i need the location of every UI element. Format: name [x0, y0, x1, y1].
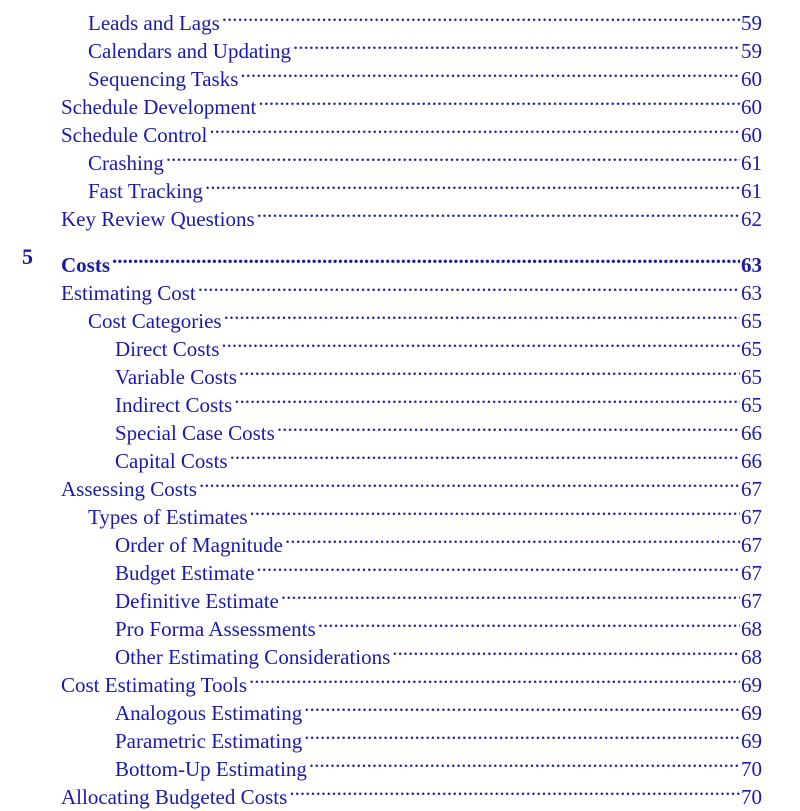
toc-entry-page: 61 [741, 151, 762, 175]
toc-entry-analogous-estimating[interactable] [115, 692, 762, 725]
leader-dots [239, 356, 740, 384]
leader-dots [309, 748, 740, 776]
toc-entry-page: 67 [741, 477, 762, 501]
toc-entry-schedule-control[interactable] [61, 114, 762, 147]
toc-chapter-costs[interactable] [61, 244, 762, 277]
toc-entry-label: Key Review Questions [61, 207, 255, 231]
toc-entry-other-estimating-considerations[interactable] [115, 636, 762, 669]
toc-entry-estimating-cost[interactable] [61, 272, 762, 305]
toc-entry-page: 69 [741, 673, 762, 697]
toc-entry-label: Variable Costs [115, 365, 237, 389]
toc-entry-calendars-and-updating[interactable] [88, 30, 762, 63]
toc-entry-page: 63 [741, 253, 762, 277]
toc-entry-page: 66 [741, 421, 762, 445]
toc-entry-order-of-magnitude[interactable] [115, 524, 762, 557]
toc-entry-label: Schedule Development [61, 95, 257, 119]
toc-entry-label: Estimating Cost [61, 281, 196, 305]
leader-dots [198, 272, 740, 300]
toc-entry-label: Parametric Estimating [115, 729, 303, 753]
toc-entry-page: 69 [741, 729, 762, 753]
toc-entry-page: 60 [741, 123, 762, 147]
leader-dots [230, 440, 740, 468]
chapter-number: 5 [22, 244, 33, 269]
toc-entry-page: 68 [741, 645, 762, 669]
leader-dots [224, 300, 740, 328]
toc-entry-label: Assessing Costs [61, 477, 197, 501]
toc-entry-schedule-development[interactable] [61, 86, 762, 119]
toc-entry-page: 68 [741, 617, 762, 641]
toc-entry-label: Capital Costs [115, 449, 228, 473]
leader-dots [318, 608, 740, 636]
toc-entry-cost-categories[interactable] [88, 300, 762, 333]
leader-dots [221, 328, 740, 356]
toc-entry-key-review-questions[interactable] [61, 198, 762, 231]
toc-entry-page: 69 [741, 701, 762, 725]
leader-dots [205, 170, 740, 198]
toc-entry-label: Leads and Lags [88, 11, 220, 35]
toc-entry-label: Calendars and Updating [88, 39, 291, 63]
toc-entry-special-case-costs[interactable] [115, 412, 762, 445]
toc-entry-page: 61 [741, 179, 762, 203]
leader-dots [112, 244, 740, 272]
toc-entry-label: Allocating Budgeted Costs [61, 785, 288, 809]
leader-dots [249, 664, 740, 692]
toc-entry-page: 59 [741, 11, 762, 35]
toc-entry-label: Other Estimating Considerations [115, 645, 391, 669]
toc-entry-indirect-costs[interactable] [115, 384, 762, 417]
leader-dots [250, 496, 741, 524]
toc-entry-label: Order of Magnitude [115, 533, 283, 557]
toc-entry-leads-and-lags[interactable] [88, 2, 762, 35]
toc-entry-direct-costs[interactable] [115, 328, 762, 361]
toc-entry-label: Schedule Control [61, 123, 208, 147]
toc-entry-types-of-estimates[interactable] [88, 496, 762, 529]
leader-dots [285, 524, 740, 552]
leader-dots [293, 30, 740, 58]
toc-entry-page: 65 [741, 309, 762, 333]
toc-entry-label: Cost Categories [88, 309, 222, 333]
toc-entry-page: 65 [741, 337, 762, 361]
toc-entry-label: Types of Estimates [88, 505, 248, 529]
leader-dots [240, 58, 740, 86]
toc-entry-page: 65 [741, 393, 762, 417]
leader-dots [304, 692, 740, 720]
leader-dots [209, 114, 740, 142]
toc-entry-cost-estimating-tools[interactable] [61, 664, 762, 697]
toc-entry-page: 60 [741, 67, 762, 91]
toc-entry-page: 70 [741, 757, 762, 781]
toc-entry-page: 67 [741, 533, 762, 557]
toc-entry-capital-costs[interactable] [115, 440, 762, 473]
toc-entry-page: 67 [741, 505, 762, 529]
toc-entry-label: Sequencing Tasks [88, 67, 239, 91]
toc-entry-page: 63 [741, 281, 762, 305]
toc-entry-label: Bottom-Up Estimating [115, 757, 307, 781]
toc-entry-page: 67 [741, 561, 762, 585]
toc-entry-page: 59 [741, 39, 762, 63]
toc-entry-label: Cost Estimating Tools [61, 673, 247, 697]
leader-dots [234, 384, 740, 412]
leader-dots [277, 412, 740, 440]
leader-dots [392, 636, 740, 664]
leader-dots [258, 86, 740, 114]
leader-dots [281, 580, 740, 608]
toc-entry-label: Definitive Estimate [115, 589, 279, 613]
toc-entry-label: Budget Estimate [115, 561, 255, 585]
toc-entry-label: Crashing [88, 151, 164, 175]
leader-dots [199, 468, 740, 496]
toc-entry-label: Indirect Costs [115, 393, 233, 417]
toc-entry-label: Analogous Estimating [115, 701, 303, 725]
toc-entry-fast-tracking[interactable] [88, 170, 762, 203]
leader-dots [304, 720, 740, 748]
leader-dots [256, 552, 740, 580]
toc-entry-bottom-up-estimating[interactable] [115, 748, 762, 781]
toc-entry-label: Pro Forma Assessments [115, 617, 316, 641]
toc-entry-definitive-estimate[interactable] [115, 580, 762, 613]
toc-entry-budget-estimate[interactable] [115, 552, 762, 585]
toc-entry-page: 66 [741, 449, 762, 473]
toc-entry-label: Fast Tracking [88, 179, 203, 203]
toc-entry-label: Special Case Costs [115, 421, 275, 445]
leader-dots [166, 142, 740, 170]
toc-entry-page: 65 [741, 365, 762, 389]
toc-entry-page: 62 [741, 207, 762, 231]
leader-dots [222, 2, 740, 30]
leader-dots [257, 198, 740, 226]
toc-entry-label: Costs [61, 253, 111, 277]
toc-entry-parametric-estimating[interactable] [115, 720, 762, 753]
toc-entry-assessing-costs[interactable] [61, 468, 762, 501]
toc-entry-label: Direct Costs [115, 337, 220, 361]
toc-entry-page: 60 [741, 95, 762, 119]
toc-entry-page: 70 [741, 785, 762, 809]
toc-entry-page: 67 [741, 589, 762, 613]
toc-entry-sequencing-tasks[interactable] [88, 58, 762, 91]
toc-entry-crashing[interactable] [88, 142, 762, 175]
toc-entry-pro-forma-assessments[interactable] [115, 608, 762, 641]
toc-entry-variable-costs[interactable] [115, 356, 762, 389]
